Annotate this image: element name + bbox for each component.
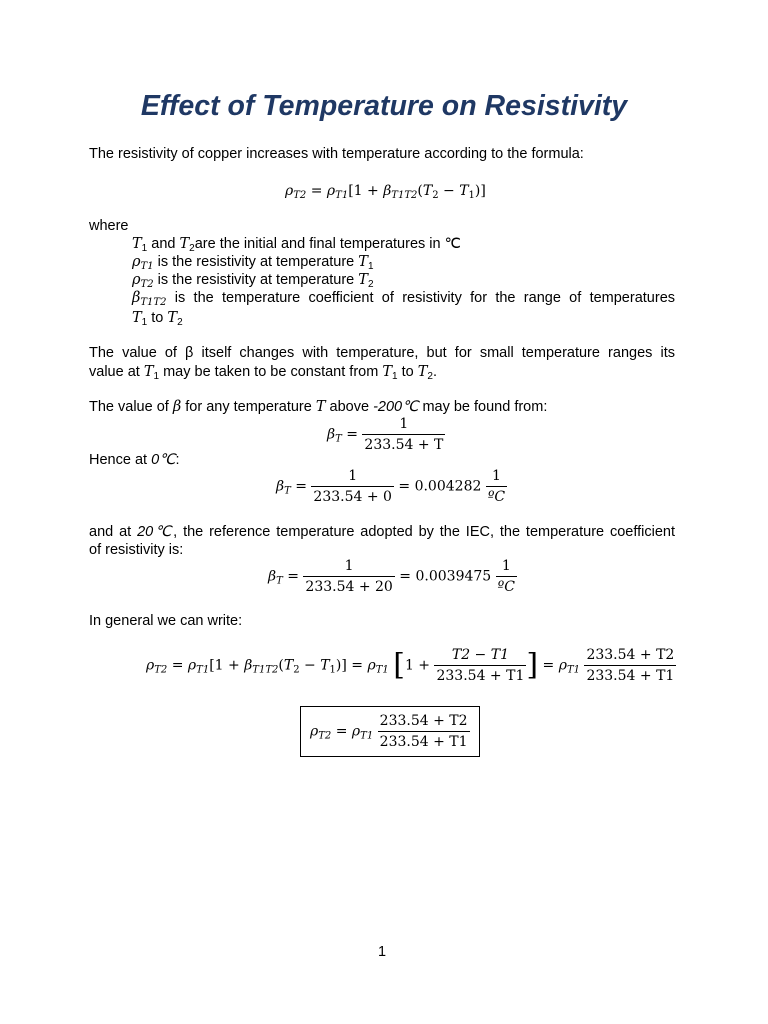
- beta-line2-a: value at: [89, 364, 140, 380]
- eq3-denominator: 233.54 + 0: [313, 489, 392, 505]
- hence-line: [89, 451, 179, 469]
- eq4-unit-denominator: ºC: [497, 579, 515, 595]
- page-title: Effect of Temperature on Resistivity: [140, 90, 628, 122]
- eq2-numerator: 1: [362, 414, 445, 435]
- eq4-numerator: 1: [303, 556, 394, 577]
- eq3-value: 0.004282: [414, 478, 482, 495]
- hence-temp: 0℃: [151, 452, 176, 468]
- eq3-numerator: 1: [311, 466, 394, 487]
- any-d: may be found from:: [422, 399, 548, 415]
- any-b: for any temperature: [185, 399, 312, 415]
- formula-boxed-result: $\rho_{T2} = \rho_{T1}$ $\frac{233.54 + T2}{233.54 + T1}$: [300, 706, 480, 757]
- formula-beta-t: $\beta_T$ = $\frac{1}{233.54 + T}$: [327, 416, 444, 453]
- eq6-numerator: 233.54 + T2: [378, 711, 470, 732]
- general-line: In general we can write:: [89, 613, 243, 629]
- hence-b: :: [175, 452, 180, 468]
- paragraph-at20-line2: of resistivity is:: [89, 542, 184, 558]
- paragraph-at20-line1: [89, 523, 675, 541]
- definition-rho-t1: $\rho_{T1}$ is the resistivity at temperature $T_1$: [132, 254, 374, 272]
- eq3-unit-numerator: 1: [486, 466, 507, 487]
- def-temperatures-text: are the initial and final temperatures in ℃: [194, 236, 461, 252]
- at20-temp: 20℃: [137, 524, 174, 540]
- eq5-frac1-denominator: 233.54 + T1: [436, 668, 525, 684]
- def-rho-t1-text: is the resistivity at temperature: [157, 254, 355, 270]
- eq4-value: 0.0039475: [415, 568, 492, 585]
- at20-a: and at: [89, 524, 132, 540]
- def-rho-t2-text: is the resistivity at temperature: [157, 272, 355, 288]
- formula-beta-0: $\beta_T$ = $\frac{1}{233.54 + 0}$ = 0.004282 $\frac{1}{\text{ºC}}$: [276, 468, 506, 505]
- def-beta-to: to: [151, 310, 164, 326]
- eq4-unit-numerator: 1: [496, 556, 517, 577]
- any-a: The value of: [89, 399, 169, 415]
- any-c: above: [329, 399, 370, 415]
- formula-beta-20: $\beta_T$ = $\frac{1}{233.54 + 20}$ = 0.0039475 $\frac{1}{\text{ºC}}$: [268, 558, 515, 595]
- intro-paragraph: The resistivity of copper increases with temperature according to the formula:: [89, 146, 584, 162]
- paragraph-any-temperature: The value of β for any temperature T above -200℃ may be found from:: [89, 399, 548, 415]
- def-beta-text: is the temperature coefficient of resistivity for the range of temperatures: [174, 290, 676, 306]
- eq2-denominator: 233.54 + T: [364, 437, 444, 453]
- eq5-frac2-numerator: 233.54 + T2: [584, 645, 676, 666]
- eq3-unit-denominator: ºC: [487, 489, 506, 505]
- definition-rho-t2: $\rho_{T2}$ is the resistivity at temperature $T_2$: [132, 272, 374, 290]
- at20-b: , the reference temperature adopted by the IEC, the temperature coefficient: [173, 524, 675, 540]
- eq6-denominator: 233.54 + T1: [379, 734, 468, 750]
- where-label: where: [89, 218, 129, 234]
- definition-beta: $\beta_{T1T2}$ is the temperature coefficient of resistivity for the range of temperatures: [132, 290, 676, 308]
- page-number: 1: [377, 944, 387, 960]
- formula-resistivity: $\rho_{T2} = \rho_{T1}[1 + \beta_{T1T2}(T_2 - T_1)]$: [285, 183, 486, 201]
- beta-line2-b: may be taken to be constant from: [163, 364, 379, 380]
- any-temp: -200℃: [373, 399, 419, 415]
- eq4-denominator: 233.54 + 20: [305, 579, 393, 595]
- hence-a: Hence at: [89, 452, 148, 468]
- def-and: and: [151, 236, 176, 252]
- eq5-frac2-denominator: 233.54 + T1: [586, 668, 675, 684]
- formula-general: $\rho_{T2} = \rho_{T1}[1 + \beta_{T1T2}(T_2 - T_1)] = \rho_{T1}$ [1 + $\frac{T2 - T1}{233.54 + T1}$ ] = $\rho_{T1}$ $\frac{233.54 + T2}{233.54 + T1}$: [146, 647, 675, 684]
- paragraph-beta-line1: The value of β itself changes with temperature, but for small temperature ranges its: [89, 345, 675, 361]
- definition-temperatures: $T_1$ and $T_2are$ the initial and final temperatures in ℃: [132, 236, 461, 254]
- eq5-frac1-numerator: T2 − T1: [434, 645, 526, 666]
- beta-line2-c: to: [401, 364, 414, 380]
- paragraph-beta-line2: value at $T_1$ may be taken to be constant from $T_1$ to $T_2$.: [89, 364, 437, 382]
- definition-beta-range: $T_1$ to $T_2$: [132, 310, 183, 328]
